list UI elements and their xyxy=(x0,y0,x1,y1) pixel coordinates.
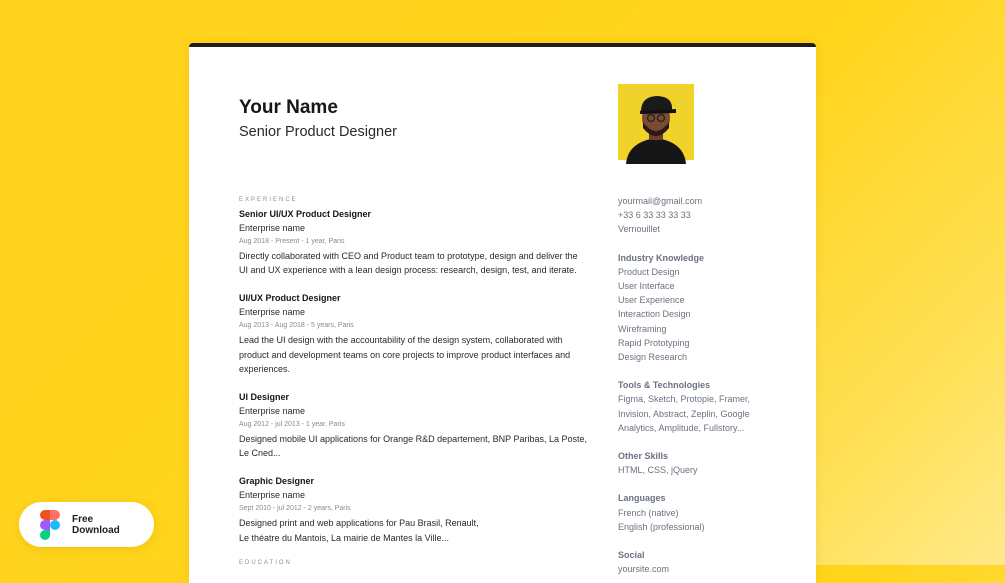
job-company: Enterprise name xyxy=(239,406,306,417)
industry-knowledge-section xyxy=(618,251,808,365)
job-company: Enterprise name xyxy=(239,223,306,233)
job-entry xyxy=(239,207,604,277)
language-item: French (native) xyxy=(618,507,679,518)
skill-item: Rapid Prototyping xyxy=(618,337,690,348)
avatar xyxy=(618,84,694,160)
job-entry xyxy=(239,291,604,376)
job-description-line: product and development teams on core projects to improve product interfaces and xyxy=(239,349,571,360)
job-description-line: Designed print and web applications for Pau Brasil, Renault, xyxy=(239,518,479,529)
resume-name: Your Name xyxy=(239,97,338,118)
skill-item: Product Design xyxy=(618,266,680,277)
skill-item: HTML, CSS, jQuery xyxy=(618,465,698,476)
tools-section xyxy=(618,378,808,435)
tools-line: Figma, Sketch, Protopie, Framer, xyxy=(618,394,751,405)
badge-label xyxy=(72,514,120,536)
job-description-line: Le théatre du Mantois, La mairie de Mantes la Ville... xyxy=(239,532,449,543)
section-title: Languages xyxy=(618,493,666,504)
job-company: Enterprise name xyxy=(239,307,306,318)
job-meta: Aug 2013 - Aug 2018 - 5 years, Paris xyxy=(239,322,354,330)
job-entry xyxy=(239,390,604,460)
language-item: English (professional) xyxy=(618,521,705,532)
tools-line: Invision, Abstract, Zeplin, Google xyxy=(618,408,750,419)
section-title: Social xyxy=(618,550,645,561)
job-company: Enterprise name xyxy=(239,490,306,501)
phone-number: +33 6 33 33 33 33 xyxy=(618,210,691,221)
job-description-line: Le Cned... xyxy=(239,448,281,459)
skill-item: User Interface xyxy=(618,281,675,292)
job-meta: Aug 2018 - Present - 1 year, Paris xyxy=(239,238,345,245)
job-description xyxy=(239,333,604,376)
figma-icon xyxy=(40,510,60,540)
job-description-line: experiences. xyxy=(239,363,291,374)
languages-section xyxy=(618,491,808,534)
job-description xyxy=(239,516,604,544)
education-heading: EDUCATION xyxy=(239,559,292,566)
job-entry xyxy=(239,474,604,544)
skill-item: Design Research xyxy=(618,352,688,363)
badge-line-free: Free xyxy=(72,513,94,525)
sidebar-column xyxy=(618,194,808,576)
person-photo-icon xyxy=(618,84,694,160)
other-skills-section xyxy=(618,449,808,477)
job-meta: Aug 2012 - jul 2013 - 1 year, Paris xyxy=(239,421,345,429)
email-link[interactable]: yourmail@gmail.com xyxy=(618,196,703,206)
resume-page xyxy=(189,43,816,583)
job-title: UI Designer xyxy=(239,392,290,403)
section-title: Industry Knowledge xyxy=(618,252,705,263)
job-description-line: Directly collaborated with CEO and Product team to prototype, design and deliver the xyxy=(239,251,578,261)
job-description xyxy=(239,432,604,460)
job-meta: Sept 2010 - jul 2012 - 2 years, Paris xyxy=(239,505,351,513)
job-title: Graphic Designer xyxy=(239,476,315,487)
website-link[interactable]: yoursite.com xyxy=(618,564,670,575)
section-title: Tools & Technologies xyxy=(618,380,711,391)
job-description-line: Lead the UI design with the accountability of the design system, collaborated with xyxy=(239,335,563,346)
experience-column xyxy=(239,196,604,570)
social-section xyxy=(618,548,808,576)
section-title: Other Skills xyxy=(618,451,669,462)
experience-heading: EXPERIENCE xyxy=(239,197,298,203)
skill-item: Wireframing xyxy=(618,323,667,334)
badge-line-download: Download xyxy=(72,524,120,536)
contact-block xyxy=(618,194,808,237)
job-description xyxy=(239,249,604,277)
job-description-line: Designed mobile UI applications for Orange R&D departement, BNP Paribas, La Poste, xyxy=(239,434,588,445)
city: Vernouillet xyxy=(618,224,661,235)
job-description-line: UI and UX experience with a lean design process: research, design, test, and iterate. xyxy=(239,265,577,276)
resume-role: Senior Product Designer xyxy=(239,124,397,140)
tools-line: Analytics, Amplitude, Fullstory... xyxy=(618,422,745,433)
free-download-button[interactable] xyxy=(19,502,154,547)
skill-item: User Experience xyxy=(618,295,685,306)
skill-item: Interaction Design xyxy=(618,309,691,320)
job-title: Senior UI/UX Product Designer xyxy=(239,209,372,219)
job-title: UI/UX Product Designer xyxy=(239,293,341,304)
